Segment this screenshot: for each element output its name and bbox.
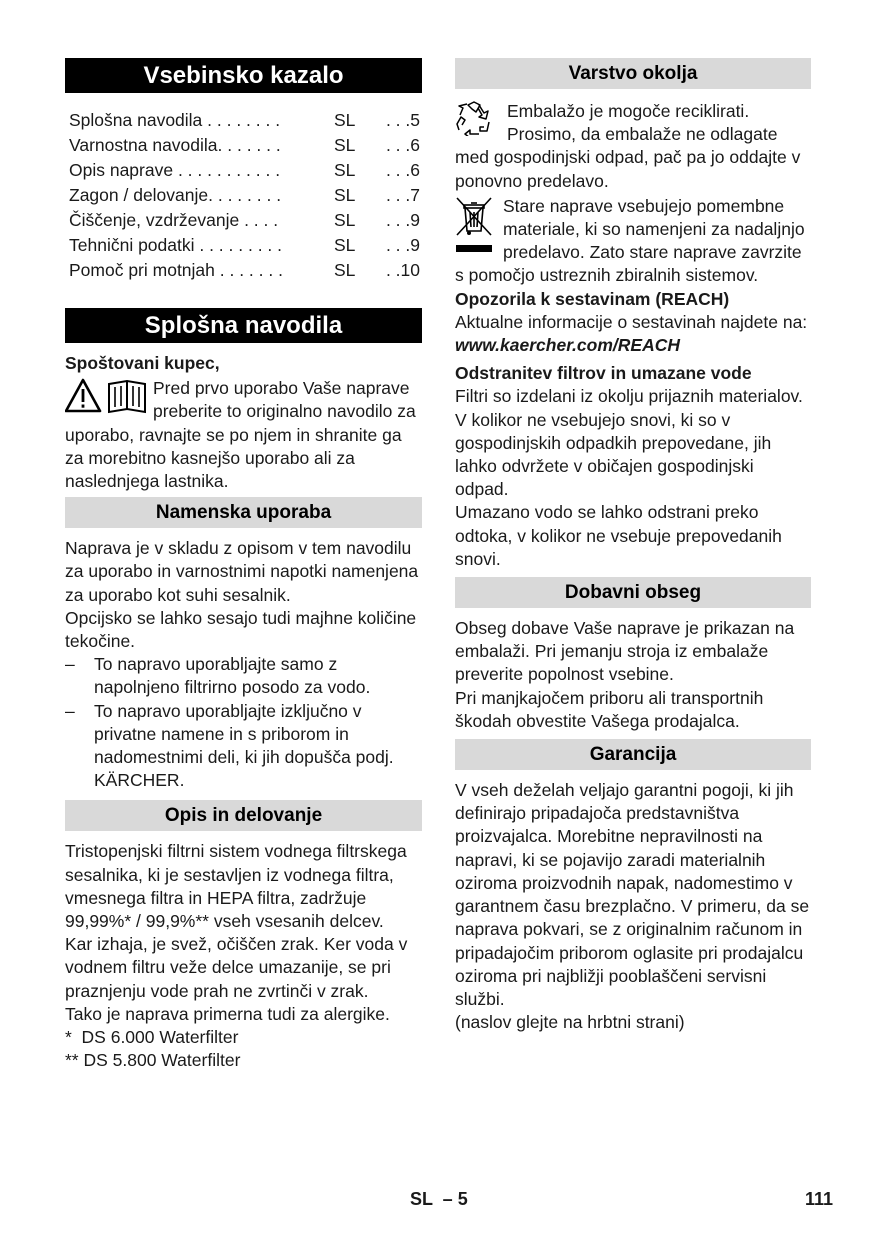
toc-entry[interactable]	[69, 108, 422, 133]
toc-entry-lang: SL	[334, 235, 356, 255]
toc-entry-lang: SL	[334, 210, 356, 230]
toc-entry-page: . . .9	[385, 210, 420, 230]
warning-icons	[65, 377, 147, 423]
delivery-text: Obseg dobave Vaše naprave je prikazan na embalaži. Pri jemanju stroja iz embalaže preverite popolnost vsebine.	[455, 618, 795, 685]
toc-entry-lang: SL	[334, 160, 356, 180]
reach-title: Opozorila k sestavinam (REACH)	[455, 288, 730, 309]
old-devices-text: Stare naprave vsebujejo pomembne materiale, ki so namenjeni za nadaljnjo predelavo. Zato stare naprave zavrzite s pomočjo ustreznih zbiralnih sistemov.	[455, 195, 805, 286]
manual-book-icon	[109, 381, 145, 412]
toc-entry-lang: SL	[334, 260, 356, 280]
toc-entry[interactable]	[69, 233, 422, 258]
toc-entry-lang: SL	[334, 185, 356, 205]
intro-text: Pred prvo uporabo Vaše naprave preberite to originalno navodilo za uporabo, ravnajte se po njem in shranite ga za morebitno kasnejšo uporabo ali za naslednjega lastnika.	[65, 378, 416, 492]
salutation: Spoštovani kupec,	[65, 353, 220, 373]
warning-triangle-icon	[65, 377, 147, 417]
reach-link[interactable]: www.kaercher.com/REACH	[455, 335, 680, 356]
warranty-text: V vseh deželah veljajo garantni pogoji, ki jih definirajo pripadajoča predstavništva proizvajalca. Morebitne nepravilnosti na napravi, ki se pojavijo zaradi materialnih oziroma proizvodnih napak, nadomestimo v garantnem času brezplačno. V primeru, da se naprava pokvari, se z originalnim računom in pripadajočim priborom oglasite pri prodajalcu oziroma pri najbližji pooblaščeni servisni službi.	[455, 780, 810, 1009]
footnote-2: ** DS 5.800 Waterfilter	[65, 1050, 241, 1071]
general-heading: Splošna navodila	[65, 308, 422, 343]
old-devices-block	[455, 195, 811, 288]
toc-entry-lang: SL	[334, 110, 356, 130]
toc-entry-title: Tehnični podatki . . . . . . . . .	[69, 235, 283, 255]
footnote-1: * DS 6.000 Waterfilter	[65, 1027, 239, 1048]
left-column	[65, 58, 422, 1072]
right-column	[455, 58, 811, 1034]
toc-entry-title: Varnostna navodila. . . . . . .	[69, 135, 281, 155]
list-item: – To napravo uporabljajte izključno v privatne namene in s priborom in nadomestnimi deli, ki jih dopušča podj. KÄRCHER.	[65, 700, 394, 791]
intended-use-liquids: Opcijsko se lahko sesajo tudi majhne količine tekočine.	[65, 607, 417, 652]
toc-entry-title: Pomoč pri motnjah . . . . . . .	[69, 260, 283, 280]
description-text: Tristopenjski filtrni sistem vodnega filtrskega sesalnika, ki je sestavljen iz vodnega filtra, vmesnega filtra in HEPA filtra, zadržuje 99,99%* / 99,9%** vseh vsesanih delcev.	[65, 841, 407, 932]
intended-use-heading: Namenska uporaba	[65, 497, 422, 528]
water-text: Umazano vodo se lahko odstrani preko odtoka, v kolikor ne vsebuje prepovedanih snovi.	[455, 502, 782, 569]
description-heading: Opis in delovanje	[65, 800, 422, 831]
list-item: – To napravo uporabljajte samo z napolnjeno filtrirno posodo za vodo.	[65, 654, 371, 698]
footer-section: SL – 5	[410, 1189, 468, 1209]
toc-entry-lang: SL	[334, 135, 356, 155]
environment-heading: Varstvo okolja	[455, 58, 811, 89]
crossed-bin-icon	[455, 195, 493, 263]
filters-text: Filtri so izdelani iz okolju prijaznih materialov. V kolikor ne vsebujejo snovi, ki so v gospodinjskih odpadkih prepovedane, jih lahko odvržete v običajen gospodinjski odpad.	[455, 386, 803, 500]
toc-entry[interactable]	[69, 183, 422, 208]
toc-entry-page: . . .7	[385, 185, 420, 205]
recycle-icon	[455, 100, 493, 142]
toc-entry-page: . . .5	[385, 110, 420, 130]
recycle-text: Embalažo je mogoče reciklirati. Prosimo, da embalaže ne odlagate med gospodinjski odpad, pač pa jo oddajte v ponovno predelavo.	[455, 101, 801, 191]
table-of-contents	[65, 108, 422, 283]
recycle-block	[455, 100, 811, 193]
reach-text: Aktualne informacije o sestavinah najdete na:	[455, 311, 808, 332]
toc-entry-title: Splošna navodila . . . . . . . .	[69, 110, 281, 130]
intro-block	[65, 377, 422, 493]
intended-use-text: Naprava je v skladu z opisom v tem navodilu za uporabo in varnostnimi napotki namenjena za uporabo kot suhi sesalnik.	[65, 538, 419, 605]
toc-entry-page: . . .6	[385, 160, 420, 180]
toc-entry-title: Zagon / delovanje. . . . . . . .	[69, 185, 282, 205]
description-allergy: Tako je naprava primerna tudi za alergike.	[65, 1003, 390, 1024]
warranty-heading: Garancija	[455, 739, 811, 770]
page-number: 111	[804, 1189, 833, 1209]
warranty-address: (naslov glejte na hrbtni strani)	[455, 1012, 685, 1033]
toc-entry[interactable]	[69, 258, 422, 283]
delivery-missing: Pri manjkajočem priboru ali transportnih škodah obvestite Vašega prodajalca.	[455, 687, 764, 731]
toc-heading: Vsebinsko kazalo	[65, 58, 422, 93]
toc-entry-page: . . .6	[385, 135, 420, 155]
toc-entry[interactable]	[69, 133, 422, 158]
toc-entry-page: . . .9	[385, 235, 420, 255]
description-air: Kar izhaja, je svež, očiščen zrak. Ker voda v vodnem filtru veže delce umazanije, se pri praznjenju vode prah ne zvrtinči v zrak.	[65, 934, 408, 1001]
toc-entry-page: . .10	[385, 260, 420, 280]
filters-title: Odstranitev filtrov in umazane vode	[455, 363, 752, 384]
toc-entry-title: Opis naprave . . . . . . . . . . .	[69, 160, 281, 180]
toc-entry-title: Čiščenje, vzdrževanje . . . .	[69, 210, 279, 230]
delivery-heading: Dobavni obseg	[455, 577, 811, 608]
toc-entry[interactable]	[69, 158, 422, 183]
toc-entry[interactable]	[69, 208, 422, 233]
